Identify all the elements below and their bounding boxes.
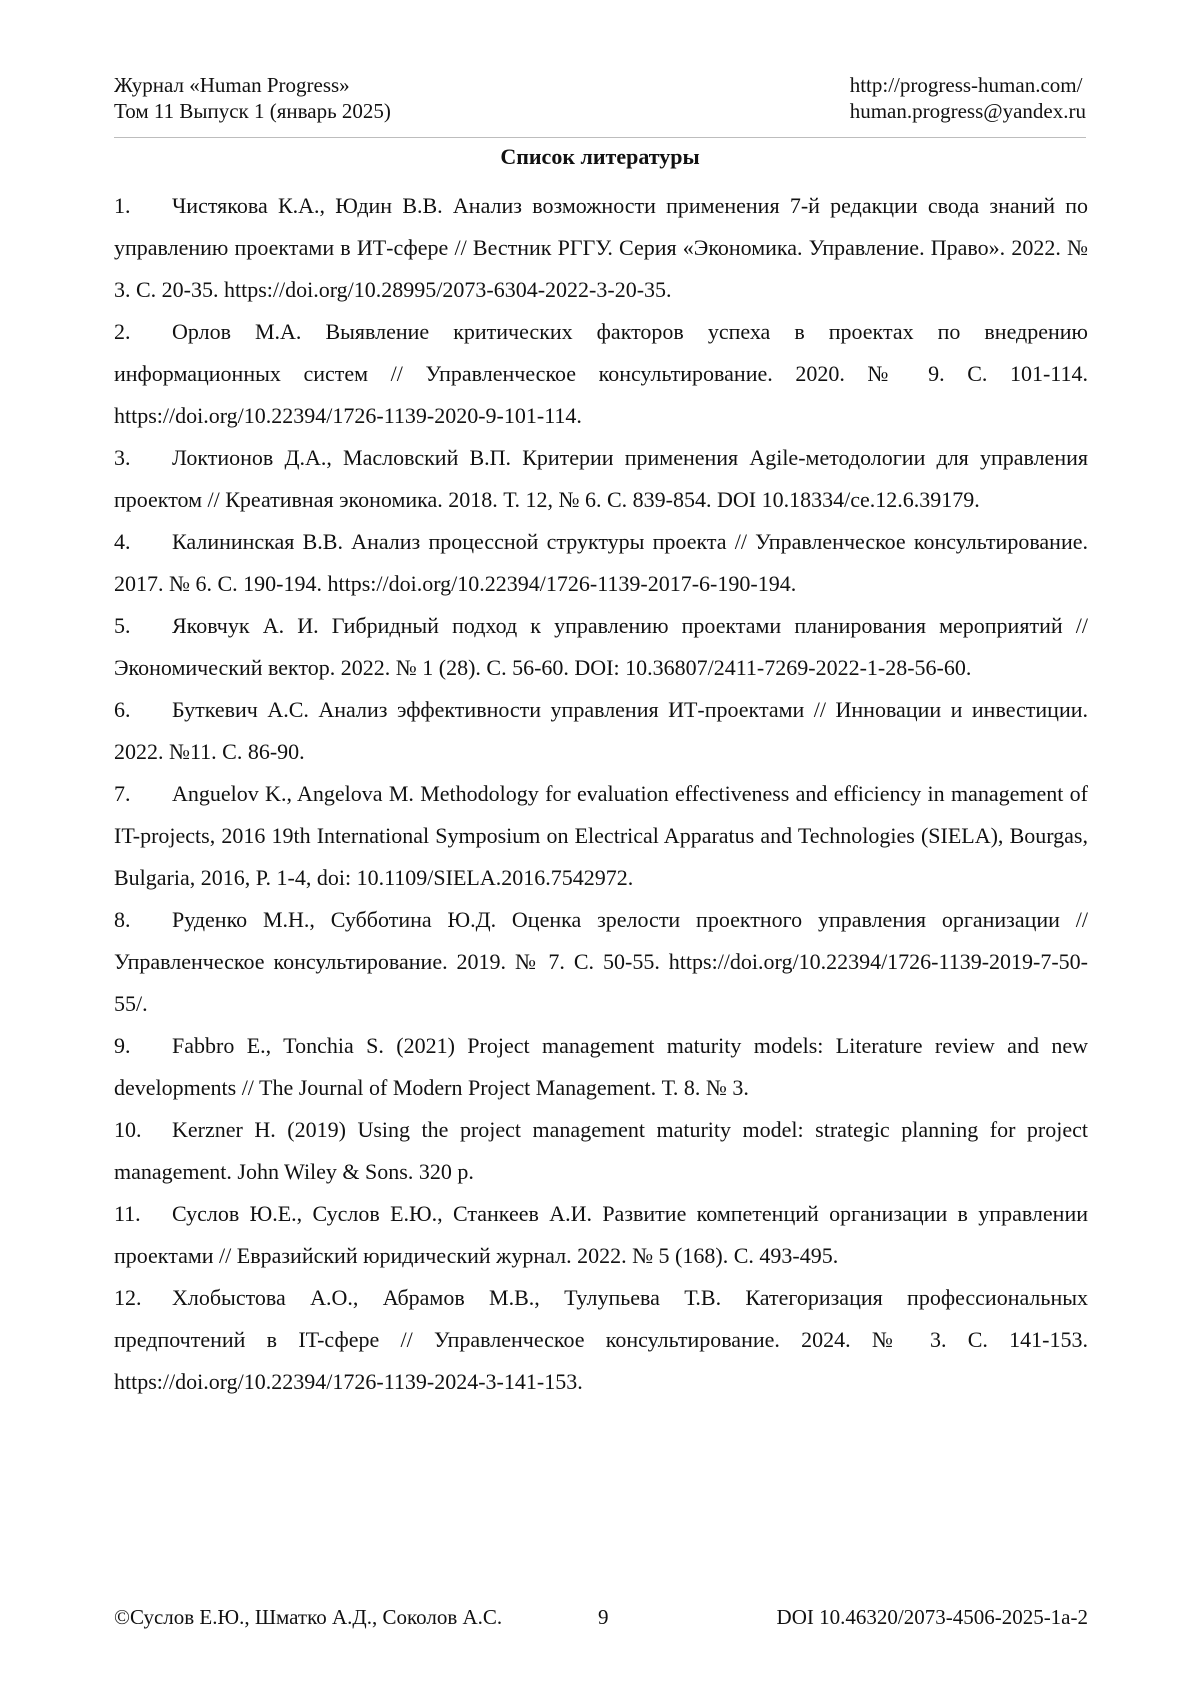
reference-text: Локтионов Д.А., Масловский В.П. Критерии применения Agile-методологии для управления проектом // Креативная экономика. 2018. Т. 12, № 6. С. 839-854. DOI 10.18334/ce.12.6.39179.: [114, 445, 1088, 512]
reference-number: 11.: [114, 1201, 141, 1226]
header-right: [850, 72, 1086, 124]
reference-text: Калининская В.В. Анализ процессной структуры проекта // Управленческое консультирование. 2017. № 6. С. 190-194. https://doi.org/10.22394/1726-1139-2017-6-190-194.: [114, 529, 1088, 596]
reference-number: 10.: [114, 1117, 142, 1142]
reference-item: [114, 437, 1088, 521]
reference-number: 6.: [114, 697, 131, 722]
reference-item: [114, 773, 1088, 899]
reference-item: [114, 521, 1088, 605]
reference-number: 8.: [114, 907, 131, 932]
reference-text: Хлобыстова А.О., Абрамов М.В., Тулупьева Т.В. Категоризация профессиональных предпочтений в IT-сфере // Управленческое консультирование. 2024. № 3. С. 141-153. https://doi.org/10.22394/1726-1139-2024-3-141-153.: [114, 1285, 1088, 1394]
reference-number: 7.: [114, 781, 131, 806]
reference-text: Буткевич А.С. Анализ эффективности управления ИТ-проектами // Инновации и инвестиции. 2022. №11. С. 86-90.: [114, 697, 1088, 764]
reference-text: Яковчук А. И. Гибридный подход к управлению проектами планирования мероприятий // Экономический вектор. 2022. № 1 (28). С. 56-60. DOI: 10.36807/2411-7269-2022-1-28-56-60.: [114, 613, 1088, 680]
reference-item: [114, 1025, 1088, 1109]
reference-item: [114, 311, 1088, 437]
issue-info: Том 11 Выпуск 1 (январь 2025): [114, 99, 391, 123]
reference-text: Суслов Ю.Е., Суслов Е.Ю., Станкеев А.И. Развитие компетенций организации в управлении проектами // Евразийский юридический журнал. 2022. № 5 (168). С. 493-495.: [114, 1201, 1088, 1268]
reference-number: 3.: [114, 445, 131, 470]
journal-url[interactable]: http://progress-human.com/: [849, 73, 1083, 97]
reference-number: 12.: [114, 1285, 142, 1310]
reference-number: 5.: [114, 613, 131, 638]
reference-text: Руденко М.Н., Субботина Ю.Д. Оценка зрелости проектного управления организации // Управленческое консультирование. 2019. № 7. С. 50-55. https://doi.org/10.22394/1726-1139-2019-7-50-55/.: [114, 907, 1088, 1016]
reference-item: [114, 1193, 1088, 1277]
header-divider: [114, 137, 1086, 138]
reference-list: [114, 185, 1088, 1403]
reference-item: [114, 1109, 1088, 1193]
page-number: 9: [598, 1605, 609, 1629]
section-title: Список литературы: [500, 144, 700, 169]
reference-text: Чистякова К.А., Юдин В.В. Анализ возможности применения 7-й редакции свода знаний по управлению проектами в ИТ-сфере // Вестник РГГУ. Серия «Экономика. Управление. Право». 2022. № 3. С. 20-35. https://doi.org/10.28995/2073-6304-2022-3-20-35.: [114, 193, 1088, 302]
reference-item: [114, 185, 1088, 311]
reference-number: 4.: [114, 529, 131, 554]
journal-name: Журнал «Human Progress»: [114, 73, 350, 97]
reference-item: [114, 689, 1088, 773]
journal-email[interactable]: human.progress@yandex.ru: [849, 99, 1086, 123]
footer-authors: ©Суслов Е.Ю., Шматко А.Д., Соколов А.С.: [114, 1605, 503, 1629]
reference-number: 2.: [114, 319, 131, 344]
reference-text: Kerzner H. (2019) Using the project management maturity model: strategic planning for project management. John Wiley & Sons. 320 p.: [114, 1117, 1088, 1184]
reference-item: [114, 899, 1088, 1025]
reference-number: 9.: [114, 1033, 131, 1058]
reference-item: [114, 1277, 1088, 1403]
reference-item: [114, 605, 1088, 689]
reference-number: 1.: [114, 193, 131, 218]
footer-doi: DOI 10.46320/2073-4506-2025-1a-2: [776, 1605, 1088, 1629]
header-left: [114, 72, 391, 124]
reference-text: Орлов М.А. Выявление критических факторов успеха в проектах по внедрению информационных систем // Управленческое консультирование. 2020. № 9. С. 101-114. https://doi.org/10.22394/1726-1139-2020-9-101-114.: [114, 319, 1088, 428]
reference-text: Anguelov K., Angelova M. Methodology for evaluation effectiveness and efficiency in management of IT-projects, 2016 19th International Symposium on Electrical Apparatus and Technologies (SIELA), Bourgas, Bulgaria, 2016, P. 1-4, doi: 10.1109/SIELA.2016.7542972.: [114, 781, 1088, 890]
reference-text: Fabbro E., Tonchia S. (2021) Project management maturity models: Literature review and new developments // The Journal of Modern Project Management. Т. 8. № 3.: [114, 1033, 1088, 1100]
